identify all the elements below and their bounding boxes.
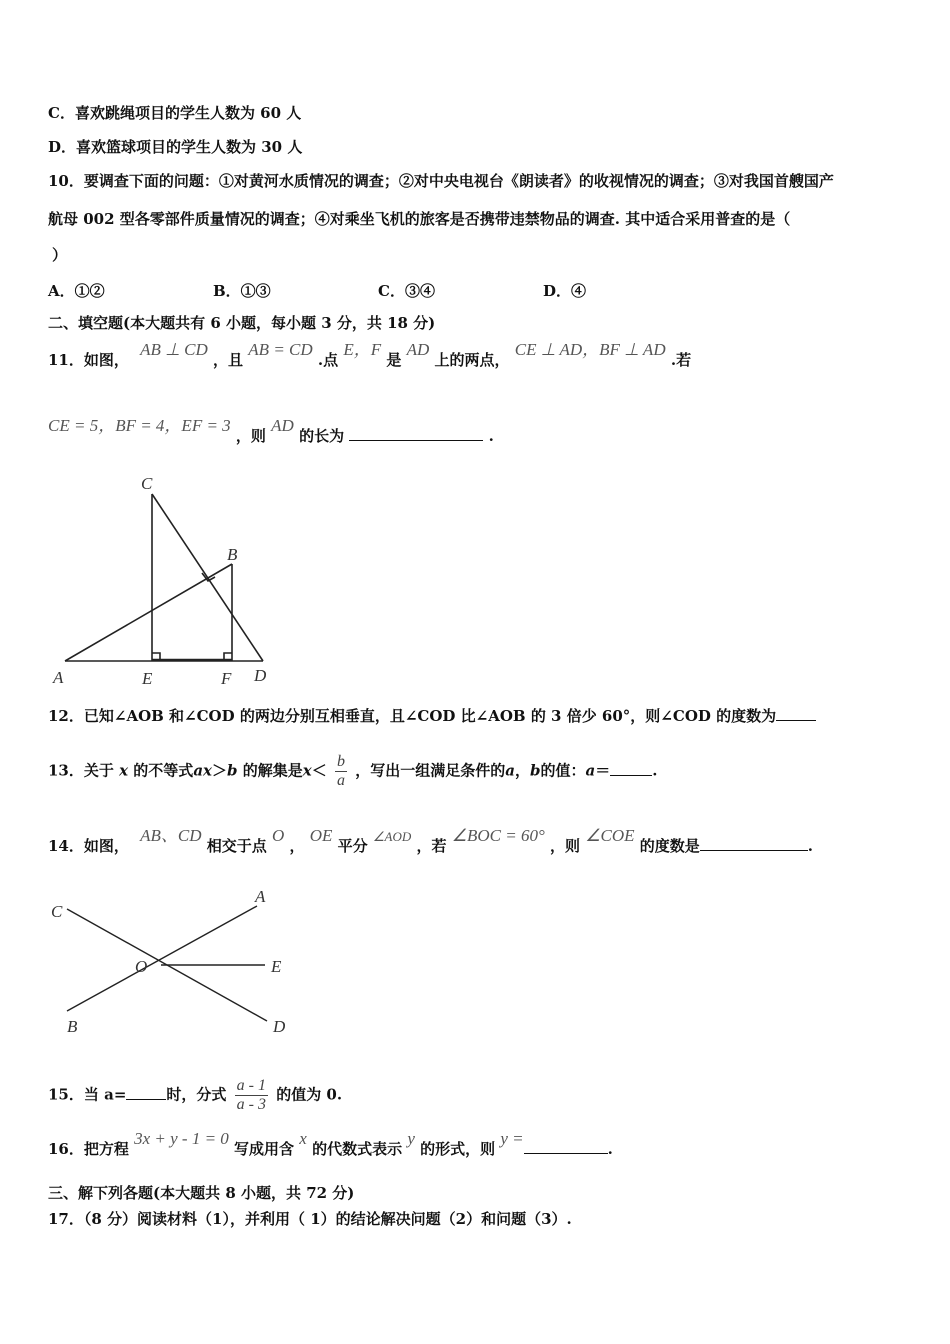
q16-math-equation: 3x + y - 1 = 0 [134,1129,229,1148]
q14-math-angle-boc: ∠BOC = 60° [451,826,545,845]
q10-option-a: A．①② [48,282,105,300]
q12-answer-blank[interactable] [776,704,816,721]
q11-math-ad: AD [406,340,430,359]
label-e: E [271,957,282,976]
q16-math-y: y [407,1129,415,1148]
q11-math-lengths: CE = 5，BF = 4，EF = 3 [48,416,231,435]
q13-fraction-b-over-a: $\frac{b}{a}$ [336,753,345,789]
q14-answer-blank[interactable] [700,834,808,851]
q10-option-d: D．④ [543,282,587,300]
q9-option-d: D．喜欢篮球项目的学生人数为 30 人 [48,138,303,156]
q14-text: 14．如图， AB、CD 相交于点 O ， OE 平分 ∠AOD ，若 ∠BOC = 60° ，则 ∠COE 的度数是 . [48,826,813,855]
q14-math-o: O [271,826,285,845]
label-b: B [227,545,238,564]
q9-option-c: C．喜欢跳绳项目的学生人数为 60 人 [48,104,302,122]
section-3-title: 三、解下列各题(本大题共 8 小题，共 72 分) [48,1184,355,1202]
label-e: E [142,669,153,688]
q15-answer-blank[interactable] [126,1083,166,1100]
label-a: A [53,668,64,687]
q11-figure [45,470,285,690]
q14-math-angle-aod: ∠AOD [372,829,412,844]
q15-fraction: $\frac{a - 1}{a - 3}$ [236,1077,266,1113]
label-d: D [273,1017,286,1036]
q10-line-2: 航母 002 型各零部件质量情况的调查；④对乘坐飞机的旅客是否携带违禁物品的调查. 其中适合采用普查的是（ [48,210,791,228]
q14-math-angle-coe: ∠COE [585,826,635,845]
q16-math-y-eq: y = [500,1129,524,1148]
line-ab [67,906,257,1011]
q12-text: 12．已知∠AOB 和∠COD 的两边分别互相垂直，且∠COD 比∠AOB 的 3 倍少 60°，则∠COD 的度数为 [48,704,816,726]
q16-answer-blank[interactable] [524,1137,608,1154]
q14-figure [45,885,305,1040]
q16-text: 16．把方程 3x + y - 1 = 0 写成用含 x 的代数式表示 y 的形式，则 y =. [48,1129,613,1158]
q10-option-c: C．③④ [378,282,435,300]
q11-math-e-f: E，F [343,340,382,359]
q11-math-ab-perp-cd: AB ⊥ CD [140,340,208,359]
q11-math-perp: CE ⊥ AD，BF ⊥ AD [514,340,666,359]
q11-answer-blank[interactable] [349,424,483,441]
q11-math-ad-2: AD [271,416,294,435]
q11-line-1: 11．如图， AB ⊥ CD ，且 AB = CD .点 E，F 是 AD 上的两点， CE ⊥ AD，BF ⊥ AD .若 [48,340,692,369]
q10-line-1: 10．要调查下面的问题：①对黄河水质情况的调查；②对中央电视台《朗读者》的收视情况的调查；③对我国首艘国产 [48,172,834,190]
q10-line-3: ） [52,246,68,264]
q13-text: 13．关于 x 的不等式ax＞b 的解集是x＜ $\frac{b}{a}$ ，写出一组满足条件的a，b的值：a＝ . [48,753,658,789]
q11-math-ab-eq-cd: AB = CD [248,340,313,359]
q11-line-2: CE = 5，BF = 4，EF = 3 ，则 AD 的长为 . [48,416,494,445]
q14-math-oe: OE [309,826,333,845]
q14-math-ab-cd: AB、CD [140,826,202,845]
q10-option-b: B．①③ [213,282,271,300]
label-c: C [141,474,153,493]
section-2-title: 二、填空题(本大题共有 6 小题，每小题 3 分，共 18 分) [48,314,436,332]
label-b: B [67,1017,78,1036]
q16-math-x: x [299,1129,307,1148]
label-a: A [255,887,266,906]
label-f: F [221,669,232,688]
q13-answer-blank[interactable] [610,759,652,776]
q15-text: 15．当 a= 时，分式 $\frac{a - 1}{a - 3}$ 的值为 0. [48,1077,343,1113]
q17-text: 17．（8 分）阅读材料（1），并利用（ 1）的结论解决问题（2）和问题（3）. [48,1210,572,1228]
label-d: D [254,666,267,685]
label-c: C [51,902,63,921]
label-o: O [135,957,148,976]
